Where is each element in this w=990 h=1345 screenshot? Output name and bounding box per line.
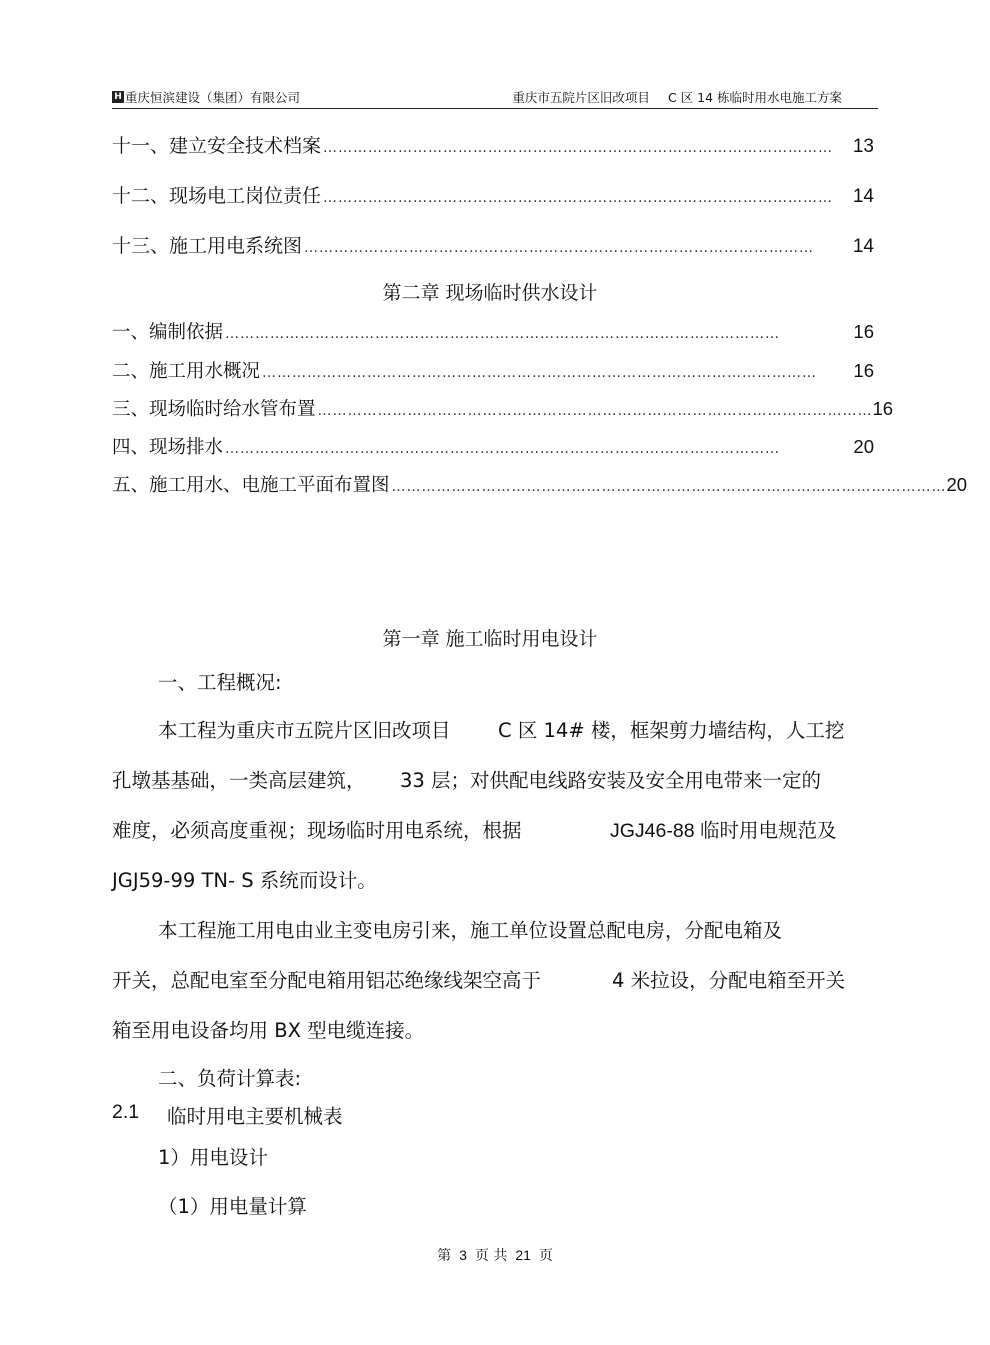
footer-prefix: 第	[437, 1248, 452, 1264]
toc-page: 14	[852, 236, 874, 257]
toc-leader: …………………………………………………………………………………………………	[317, 403, 873, 419]
paragraph-line: 本工程为重庆市五院片区旧改项目	[158, 719, 451, 742]
toc-entry[interactable]	[112, 395, 894, 421]
toc-leader: …………………………………………………………………………………………………	[391, 479, 947, 495]
header-company	[112, 88, 300, 106]
paragraph-line: JGJ46-88 临时用电规范及	[610, 820, 837, 842]
toc-label: 十三、施工用电系统图	[112, 235, 303, 257]
toc-label: 十一、建立安全技术档案	[112, 135, 322, 157]
toc-entry[interactable]	[112, 471, 968, 497]
toc-entry[interactable]	[112, 357, 874, 383]
toc-leader: …………………………………………………………………………………………	[304, 240, 815, 256]
toc-leader: …………………………………………………………………………………………	[323, 190, 834, 206]
toc-page: 16	[853, 360, 874, 381]
toc-leader: …………………………………………………………………………………………………	[225, 441, 781, 457]
toc-page: 16	[853, 321, 874, 342]
chapter-1-title: 第一章 施工临时用电设计	[382, 628, 598, 650]
page-header	[112, 86, 878, 109]
toc-label: 四、现场排水	[112, 437, 224, 458]
list-item: 1）用电设计	[158, 1146, 268, 1169]
toc-label: 三、现场临时给水管布置	[112, 399, 316, 420]
section-heading: 二、负荷计算表:	[158, 1067, 302, 1090]
list-item: （1）用电量计算	[158, 1195, 307, 1218]
toc-page: 20	[853, 436, 874, 457]
toc-leader: …………………………………………………………………………………………………	[262, 365, 818, 381]
toc-page: 14	[852, 186, 874, 207]
toc-page: 13	[852, 136, 874, 157]
page-footer	[0, 1245, 990, 1265]
paragraph-line: 孔墩基基础，一类高层建筑，	[112, 769, 366, 792]
project-name: 重庆市五院片区旧改项目	[512, 90, 650, 105]
paragraph-line: 本工程施工用电由业主变电房引来，施工单位设置总配电房，分配电箱及	[158, 919, 783, 942]
toc-entry[interactable]	[112, 131, 874, 158]
toc-page: 16	[872, 398, 894, 419]
toc-label: 二、施工用水概况	[112, 361, 261, 382]
toc-label: 十二、现场电工岗位责任	[112, 185, 322, 207]
footer-page-number: 3	[459, 1247, 467, 1263]
header-project	[512, 88, 842, 106]
section-heading: 一、工程概况:	[158, 671, 282, 694]
toc-leader: …………………………………………………………………………………………	[323, 140, 834, 156]
company-name: 重庆恒滨建设（集团）有限公司	[125, 90, 301, 105]
subsection-title: 临时用电主要机械表	[167, 1105, 343, 1128]
company-logo-icon: H	[112, 91, 124, 103]
paragraph-line: 33 层；对供配电线路安装及安全用电带来一定的	[400, 769, 822, 792]
chapter-2-title: 第二章 现场临时供水设计	[382, 282, 598, 304]
toc-page: 20	[946, 474, 968, 495]
paragraph-line: 箱至用电设备均用 BX 型电缆连接。	[112, 1019, 425, 1042]
document-name: C 区 14 栋临时用水电施工方案	[667, 90, 842, 105]
toc-label: 五、施工用水、电施工平面布置图	[112, 475, 390, 496]
paragraph-line: 4 米拉设，分配电箱至开关	[612, 969, 846, 992]
subsection-number: 2.1	[112, 1101, 140, 1123]
toc-entry[interactable]	[112, 318, 874, 344]
paragraph-line: 难度，必须高度重视；现场临时用电系统，根据	[112, 819, 522, 842]
footer-total-pages: 21	[515, 1247, 531, 1263]
paragraph-line: JGJ59-99 TN- S 系统而设计。	[112, 869, 377, 892]
toc-entry[interactable]	[112, 231, 874, 258]
paragraph-line: C 区 14# 楼，框架剪力墙结构，人工挖	[498, 719, 845, 742]
toc-leader: …………………………………………………………………………………………………	[225, 326, 781, 342]
toc-entry[interactable]	[112, 433, 874, 459]
paragraph-line: 开关，总配电室至分配电箱用铝芯绝缘线架空高于	[112, 969, 542, 992]
toc-label: 一、编制依据	[112, 322, 224, 343]
footer-suffix: 页	[538, 1248, 553, 1264]
footer-mid: 页 共	[474, 1248, 508, 1264]
toc-entry[interactable]	[112, 181, 874, 208]
